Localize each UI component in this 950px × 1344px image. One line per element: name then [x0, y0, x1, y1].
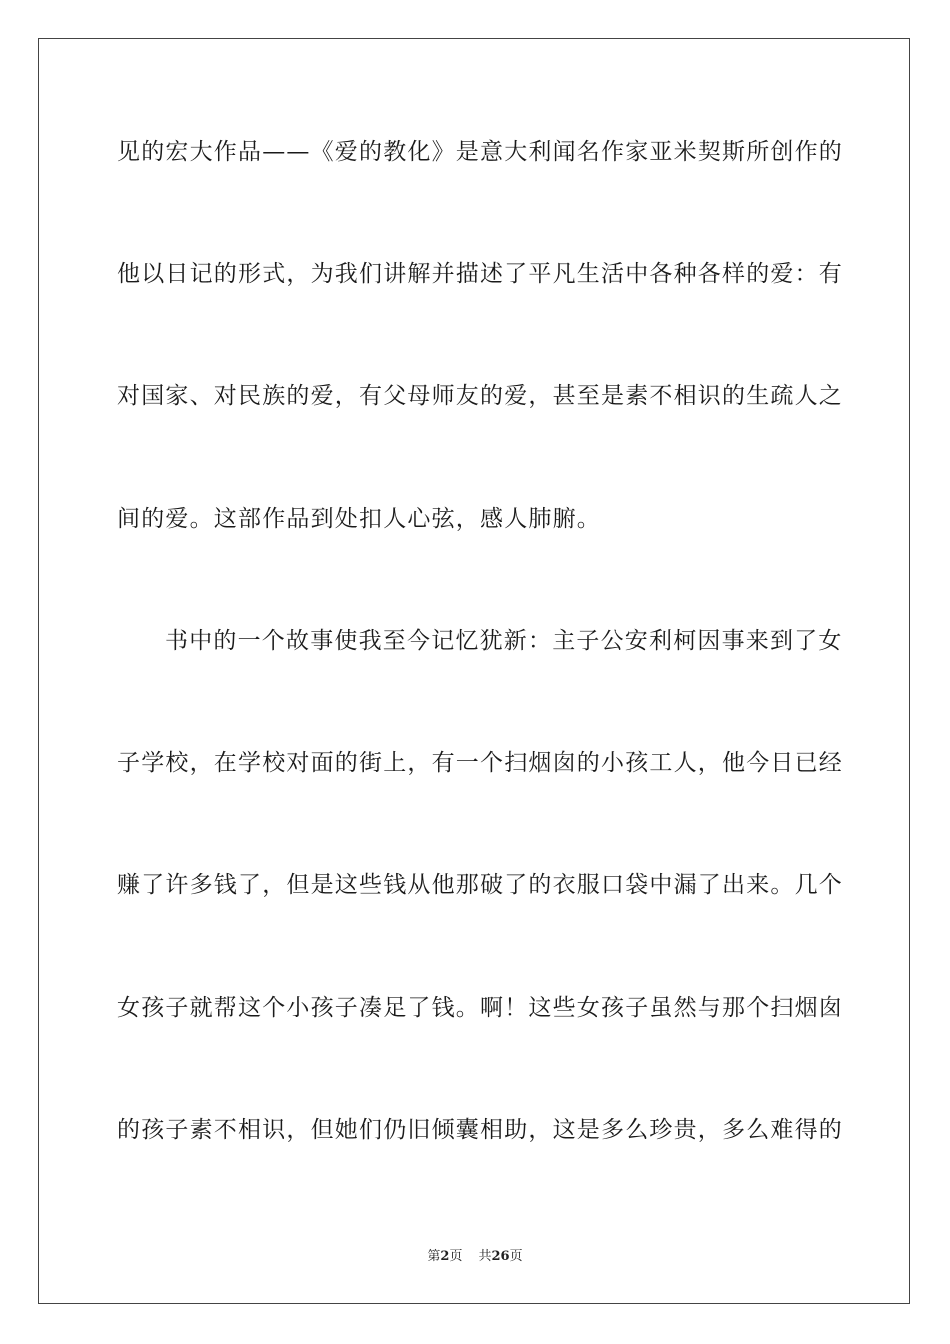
text-line-9: 的孩子素不相识，但她们仍旧倾囊相助，这是多么珍贵，多么难得的: [117, 1117, 843, 1143]
text-line-8: 女孩子就帮这个小孩子凑足了钱。啊！这些女孩子虽然与那个扫烟囱: [117, 995, 843, 1021]
footer-page-number: 2: [440, 1249, 450, 1264]
text-line-3: 对国家、对民族的爱，有父母师友的爱，甚至是素不相识的生疏人之: [117, 383, 843, 409]
footer-total-pages: 26: [491, 1249, 510, 1264]
text-line-7: 赚了许多钱了，但是这些钱从他那破了的衣服口袋中漏了出来。几个: [117, 872, 843, 898]
text-line-5: 书中的一个故事使我至今记忆犹新：主子公安利柯因事来到了女: [165, 628, 843, 654]
text-line-4: 间的爱。这部作品到处扣人心弦，感人肺腑。: [117, 506, 601, 532]
footer-total-suffix: 页: [509, 1249, 523, 1264]
footer-page-prefix: 第: [427, 1249, 441, 1264]
text-line-6: 子学校，在学校对面的街上，有一个扫烟囱的小孩工人，他今日已经: [117, 750, 843, 776]
footer-total-prefix: 共: [478, 1249, 492, 1264]
page-footer: [0, 1248, 950, 1266]
text-line-2: 他以日记的形式，为我们讲解并描述了平凡生活中各种各样的爱：有: [117, 261, 843, 287]
footer-page-suffix: 页: [449, 1249, 463, 1264]
text-line-1: 见的宏大作品——《爱的教化》是意大利闻名作家亚米契斯所创作的: [117, 139, 843, 165]
